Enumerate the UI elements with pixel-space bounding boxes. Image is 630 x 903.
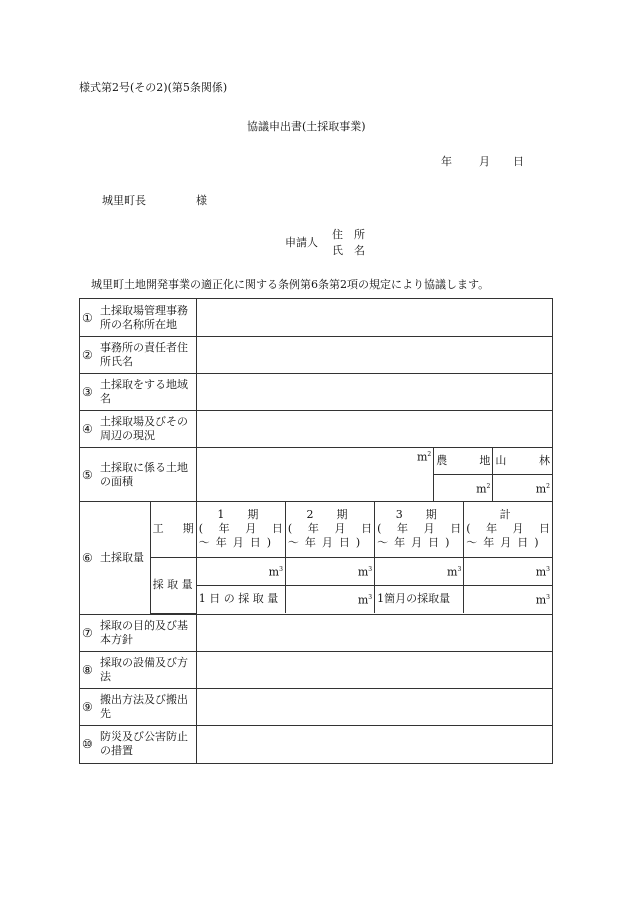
year-char: 年 [215, 536, 227, 550]
day-char: 日 [428, 536, 440, 550]
daily-amount-label [196, 585, 285, 613]
daily-amount-value[interactable] [285, 585, 374, 613]
amount-label-text: 採 取 量 [152, 578, 193, 591]
row-7-value[interactable] [197, 614, 553, 651]
row-label: 土採取をする地域名 [100, 378, 188, 405]
monthly-label-text: 1箇月の採取量 [377, 592, 451, 606]
row-number: ⑥ [82, 550, 93, 565]
day-char: 日 [271, 522, 283, 536]
forest-label-cell [493, 448, 552, 475]
paren-close: ) [266, 536, 272, 550]
row-label: 土採取場管理事務所の名称所在地 [100, 303, 188, 331]
total-amount[interactable] [464, 557, 552, 585]
area-unit: m [535, 482, 547, 496]
period-name: 3 期 [395, 508, 443, 522]
daily-label-text: 1 日 の 採 取 量 [198, 592, 279, 606]
construction-char-1: 工 [152, 522, 164, 536]
amount-label [150, 557, 196, 613]
volume-unit-sup: 3 [546, 565, 550, 573]
volume-unit-sup: 3 [457, 565, 462, 573]
farmland-char-2: 地 [479, 454, 491, 467]
row-label: 採取の目的及び基本方針 [100, 618, 188, 646]
row-number: ③ [82, 385, 93, 399]
row-8-label [80, 651, 197, 688]
tilde: ～ [377, 536, 389, 550]
day-char: 日 [450, 522, 462, 536]
year-char: 年 [304, 536, 316, 550]
tilde: ～ [466, 536, 478, 550]
address-label: 住 所 [332, 228, 365, 241]
monthly-amount-label [375, 585, 464, 613]
row-number: ⑦ [82, 625, 93, 640]
row-label: 土採取場及びその周辺の現況 [100, 415, 188, 442]
row-1-value[interactable] [197, 299, 553, 337]
page-title: 協議申出書(土採取事業) [247, 120, 366, 133]
row-8-value[interactable] [197, 651, 553, 688]
statement: 城里町土地開発事業の適正化に関する条例第6条第2項の規定により協議します。 [91, 278, 490, 291]
period-2-cell[interactable] [285, 502, 374, 557]
year-char: 年 [218, 522, 230, 536]
monthly-amount-value[interactable] [464, 585, 552, 613]
month-char: 月 [334, 522, 346, 536]
farmland-char-1: 農 [436, 454, 448, 467]
row-number: ⑩ [82, 737, 93, 751]
row-10-label [80, 725, 197, 763]
month-char: 月 [423, 522, 435, 536]
forest-char-2: 林 [539, 454, 550, 467]
paren-open: ( [377, 522, 382, 536]
area-unit: m [416, 450, 428, 464]
volume-unit-sup: 3 [368, 593, 373, 601]
day-char: 日 [338, 536, 350, 550]
row-2-label [80, 337, 197, 374]
year-char: 年 [394, 536, 406, 550]
construction-period-label [150, 502, 196, 557]
application-form-table [79, 298, 553, 764]
row-5-label [80, 448, 196, 501]
month-char: 月 [232, 536, 244, 550]
row-9-label [80, 688, 197, 725]
paren-close: ) [445, 536, 450, 550]
row-label: 防災及び公害防止の措置 [100, 730, 188, 757]
date-year: 年 [441, 155, 452, 168]
year-char: 年 [486, 522, 498, 536]
year-char: 年 [483, 536, 495, 550]
month-char: 月 [245, 522, 257, 536]
row-number: ⑤ [82, 467, 93, 482]
farmland-label-cell [434, 448, 493, 475]
period-total-cell[interactable] [464, 502, 552, 557]
month-char: 月 [500, 536, 512, 550]
period-3-amount[interactable] [375, 557, 464, 585]
row-5 [80, 448, 553, 502]
paren-open: ( [287, 522, 293, 536]
paren-open: ( [198, 522, 204, 536]
row-2-value[interactable] [197, 337, 553, 374]
paren-close: ) [534, 536, 539, 550]
row-label: 土採取量 [100, 550, 144, 564]
row-3-value[interactable] [197, 374, 553, 411]
volume-unit: m [447, 565, 458, 579]
row-number: ② [82, 348, 93, 362]
day-char: 日 [517, 536, 529, 550]
tilde: ～ [198, 536, 210, 550]
area-unit: m [476, 482, 487, 496]
row-1-label [80, 299, 197, 337]
row-number: ④ [82, 422, 93, 436]
row-label: 事務所の責任者住所氏名 [100, 341, 188, 368]
row-7-label [80, 614, 197, 651]
row-number: ⑧ [82, 662, 93, 677]
year-char: 年 [397, 522, 409, 536]
honorific: 様 [196, 194, 207, 207]
forest-char-1: 山 [495, 454, 507, 467]
day-char: 日 [249, 536, 261, 550]
year-char: 年 [307, 522, 319, 536]
forest-area-cell[interactable] [493, 475, 552, 502]
area-subtable [80, 448, 552, 501]
addressee: 城里町長 [102, 194, 146, 207]
paren-close: ) [355, 536, 361, 550]
period-3-cell[interactable] [375, 502, 464, 557]
volume-unit-sup: 3 [368, 565, 373, 573]
form-number: 様式第2号(その2)(第5条関係) [79, 81, 228, 94]
volume-unit: m [357, 593, 369, 607]
volume-unit: m [535, 593, 547, 607]
row-9-value[interactable] [197, 688, 553, 725]
area-unit-sup: 2 [427, 451, 432, 458]
day-char: 日 [361, 522, 373, 536]
tilde: ～ [287, 536, 299, 550]
farmland-area-cell[interactable] [434, 475, 493, 502]
month-char: 月 [321, 536, 333, 550]
row-6-label [80, 502, 150, 613]
month-char: 月 [512, 522, 524, 536]
row-10-value[interactable] [197, 725, 553, 763]
day-char: 日 [539, 522, 550, 536]
date-day: 日 [513, 155, 524, 168]
volume-unit: m [535, 565, 547, 579]
volume-unit-sup: 3 [279, 565, 283, 573]
row-3-label [80, 374, 197, 411]
period-1-cell[interactable] [196, 502, 285, 557]
name-label: 氏 名 [332, 244, 365, 257]
row-number: ① [82, 310, 93, 325]
row-label: 採取の設備及び方法 [100, 655, 188, 683]
period-2-amount[interactable] [285, 557, 374, 585]
period-name: 計 [499, 508, 517, 522]
area-unit-sup: 2 [486, 482, 491, 490]
total-area-cell[interactable] [196, 448, 434, 501]
row-6 [80, 502, 553, 615]
row-4-label [80, 411, 197, 448]
row-4-value[interactable] [197, 411, 553, 448]
volume-unit-sup: 3 [546, 593, 550, 601]
volume-unit: m [357, 565, 369, 579]
construction-char-2: 期 [182, 522, 194, 536]
month-char: 月 [411, 536, 423, 550]
paren-open: ( [466, 522, 471, 536]
period-1-amount[interactable] [196, 557, 285, 585]
period-name: 2 期 [306, 508, 354, 522]
row-label: 土採取に係る土地の面積 [100, 460, 188, 488]
applicant-label: 申請人 [285, 236, 318, 249]
area-unit-sup: 2 [546, 482, 550, 490]
volume-subtable [80, 502, 552, 614]
row-number: ⑨ [82, 699, 93, 714]
period-name: 1 期 [217, 508, 265, 522]
date-month: 月 [479, 155, 490, 168]
row-label: 搬出方法及び搬出先 [100, 692, 188, 720]
volume-unit: m [268, 565, 280, 579]
